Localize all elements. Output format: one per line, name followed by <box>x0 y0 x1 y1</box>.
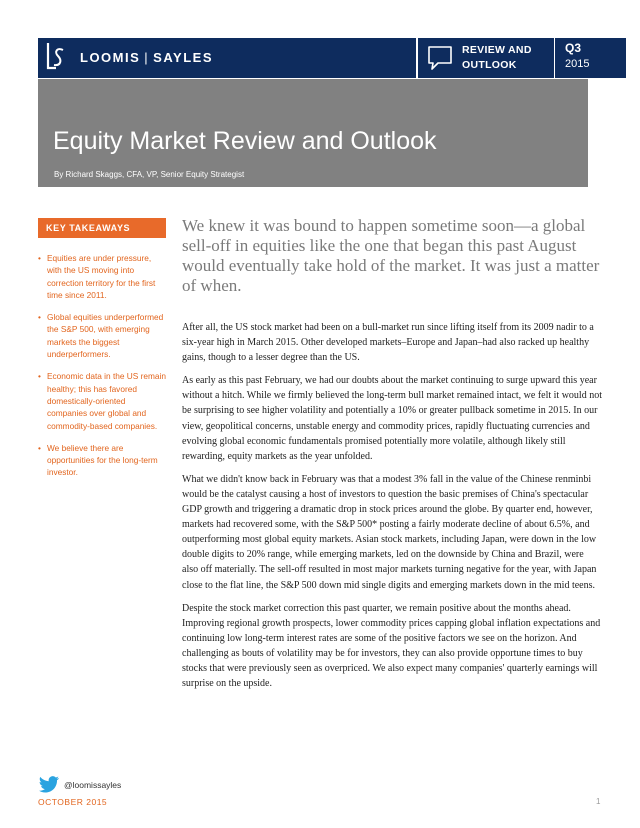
twitter-bird-icon[interactable] <box>38 776 60 794</box>
footer-date: OCTOBER 2015 <box>38 797 108 807</box>
quarter-block <box>554 38 626 78</box>
key-takeaways-list <box>38 252 166 489</box>
lead-paragraph: We knew it was bound to happen sometime soon—a global sell-off in equities like the one that began this past August would eventually take hold of the market. It was just a matter of when. <box>182 216 600 295</box>
review-line-2: OUTLOOK <box>462 59 517 71</box>
article-body <box>182 320 602 699</box>
body-paragraph: Despite the stock market correction this past quarter, we remain positive about the months ahead. Improving regional growth prospects, lower commodity prices capping global inflation expectations and continuing low long-term interest rates are some of the positive factors we see on the horizon. And challenging as bouts of volatility may be for investors, they can also provide opportune times to buy stocks that were previously seen as overpriced. We also expect many companies' quarterly earnings will surprise on the upside. <box>182 602 601 690</box>
title-banner <box>38 79 588 187</box>
brand-name <box>80 50 213 65</box>
takeaway-item: • We believe there are opportunities for the long-term investor. <box>38 442 166 479</box>
byline: By Richard Skaggs, CFA, VP, Senior Equity Strategist <box>54 170 245 179</box>
key-takeaways-heading: KEY TAKEAWAYS <box>38 218 166 238</box>
brand-name-left: LOOMIS <box>80 50 141 65</box>
review-outlook-label <box>462 43 532 73</box>
brand-separator: | <box>144 50 150 65</box>
body-paragraph: After all, the US stock market had been on a bull-market run since lifting itself from its 2009 nadir to a six-year high in March 2015. Other developed markets–Europe and Japan–had also racked up healthy gains, though to a lesser degree than the US. <box>182 322 594 364</box>
review-line-1: REVIEW AND <box>462 44 532 56</box>
quarter-label: Q3 <box>565 41 582 55</box>
page-title: Equity Market Review and Outlook <box>53 127 437 155</box>
twitter-handle[interactable]: @loomissayles <box>64 780 122 790</box>
takeaway-item: • Equities are under pressure, with the US moving into correction territory for the first time since 2011. <box>38 252 166 301</box>
page-number: 1 <box>596 797 601 806</box>
ls-logo-icon <box>44 40 66 76</box>
body-paragraph: What we didn't know back in February was that a modest 3% fall in the value of the Chinese renminbi would be the catalyst causing a host of investors to question the basic premises of China's spectacular GDP growth and triggering a dramatic drop in stock prices around the globe. By quarter end, however, markets had recovered some, with the S&P 500* posting a fairly moderate decline of about 6.5%, and outperforming most global equity markets. Asian stock markets, including Japan, were down in the low double digits to 20% range, while emerging markets, led on the downside by China and Brazil, were also off materially. The sell-off resulted in most major markets turning negative for the year, with Japan close to the flat line, the S&P 500 down mid single digits and emerging markets down in the mid teens. <box>182 473 597 591</box>
takeaway-item: • Global equities underperformed the S&P 500, with emerging markets the biggest underperformers. <box>38 311 166 360</box>
header-bar <box>38 38 588 78</box>
body-paragraph: As early as this past February, we had our doubts about the market continuing to surge upward this year without a hitch. While we firmly believed the long-term bull market remained intact, we felt it would not be surprising to see higher volatility and potentially a 10% or greater pullback sometime in 2015. In our view, geopolitical concerns, unstable energy and commodity prices, rapidly fluctuating currencies and evolving global economic fundamentals promised potentially more volatile, although likely still rewarding, equity markets as the year unfolded. <box>182 375 602 462</box>
brand-block <box>38 38 416 78</box>
takeaway-item: • Economic data in the US remain healthy; this has favored domestically-oriented companies over global and commodity-based companies. <box>38 370 166 431</box>
chat-bubble-icon <box>426 44 454 72</box>
brand-name-right: SAYLES <box>153 50 213 65</box>
quarter-year: 2015 <box>565 58 590 70</box>
